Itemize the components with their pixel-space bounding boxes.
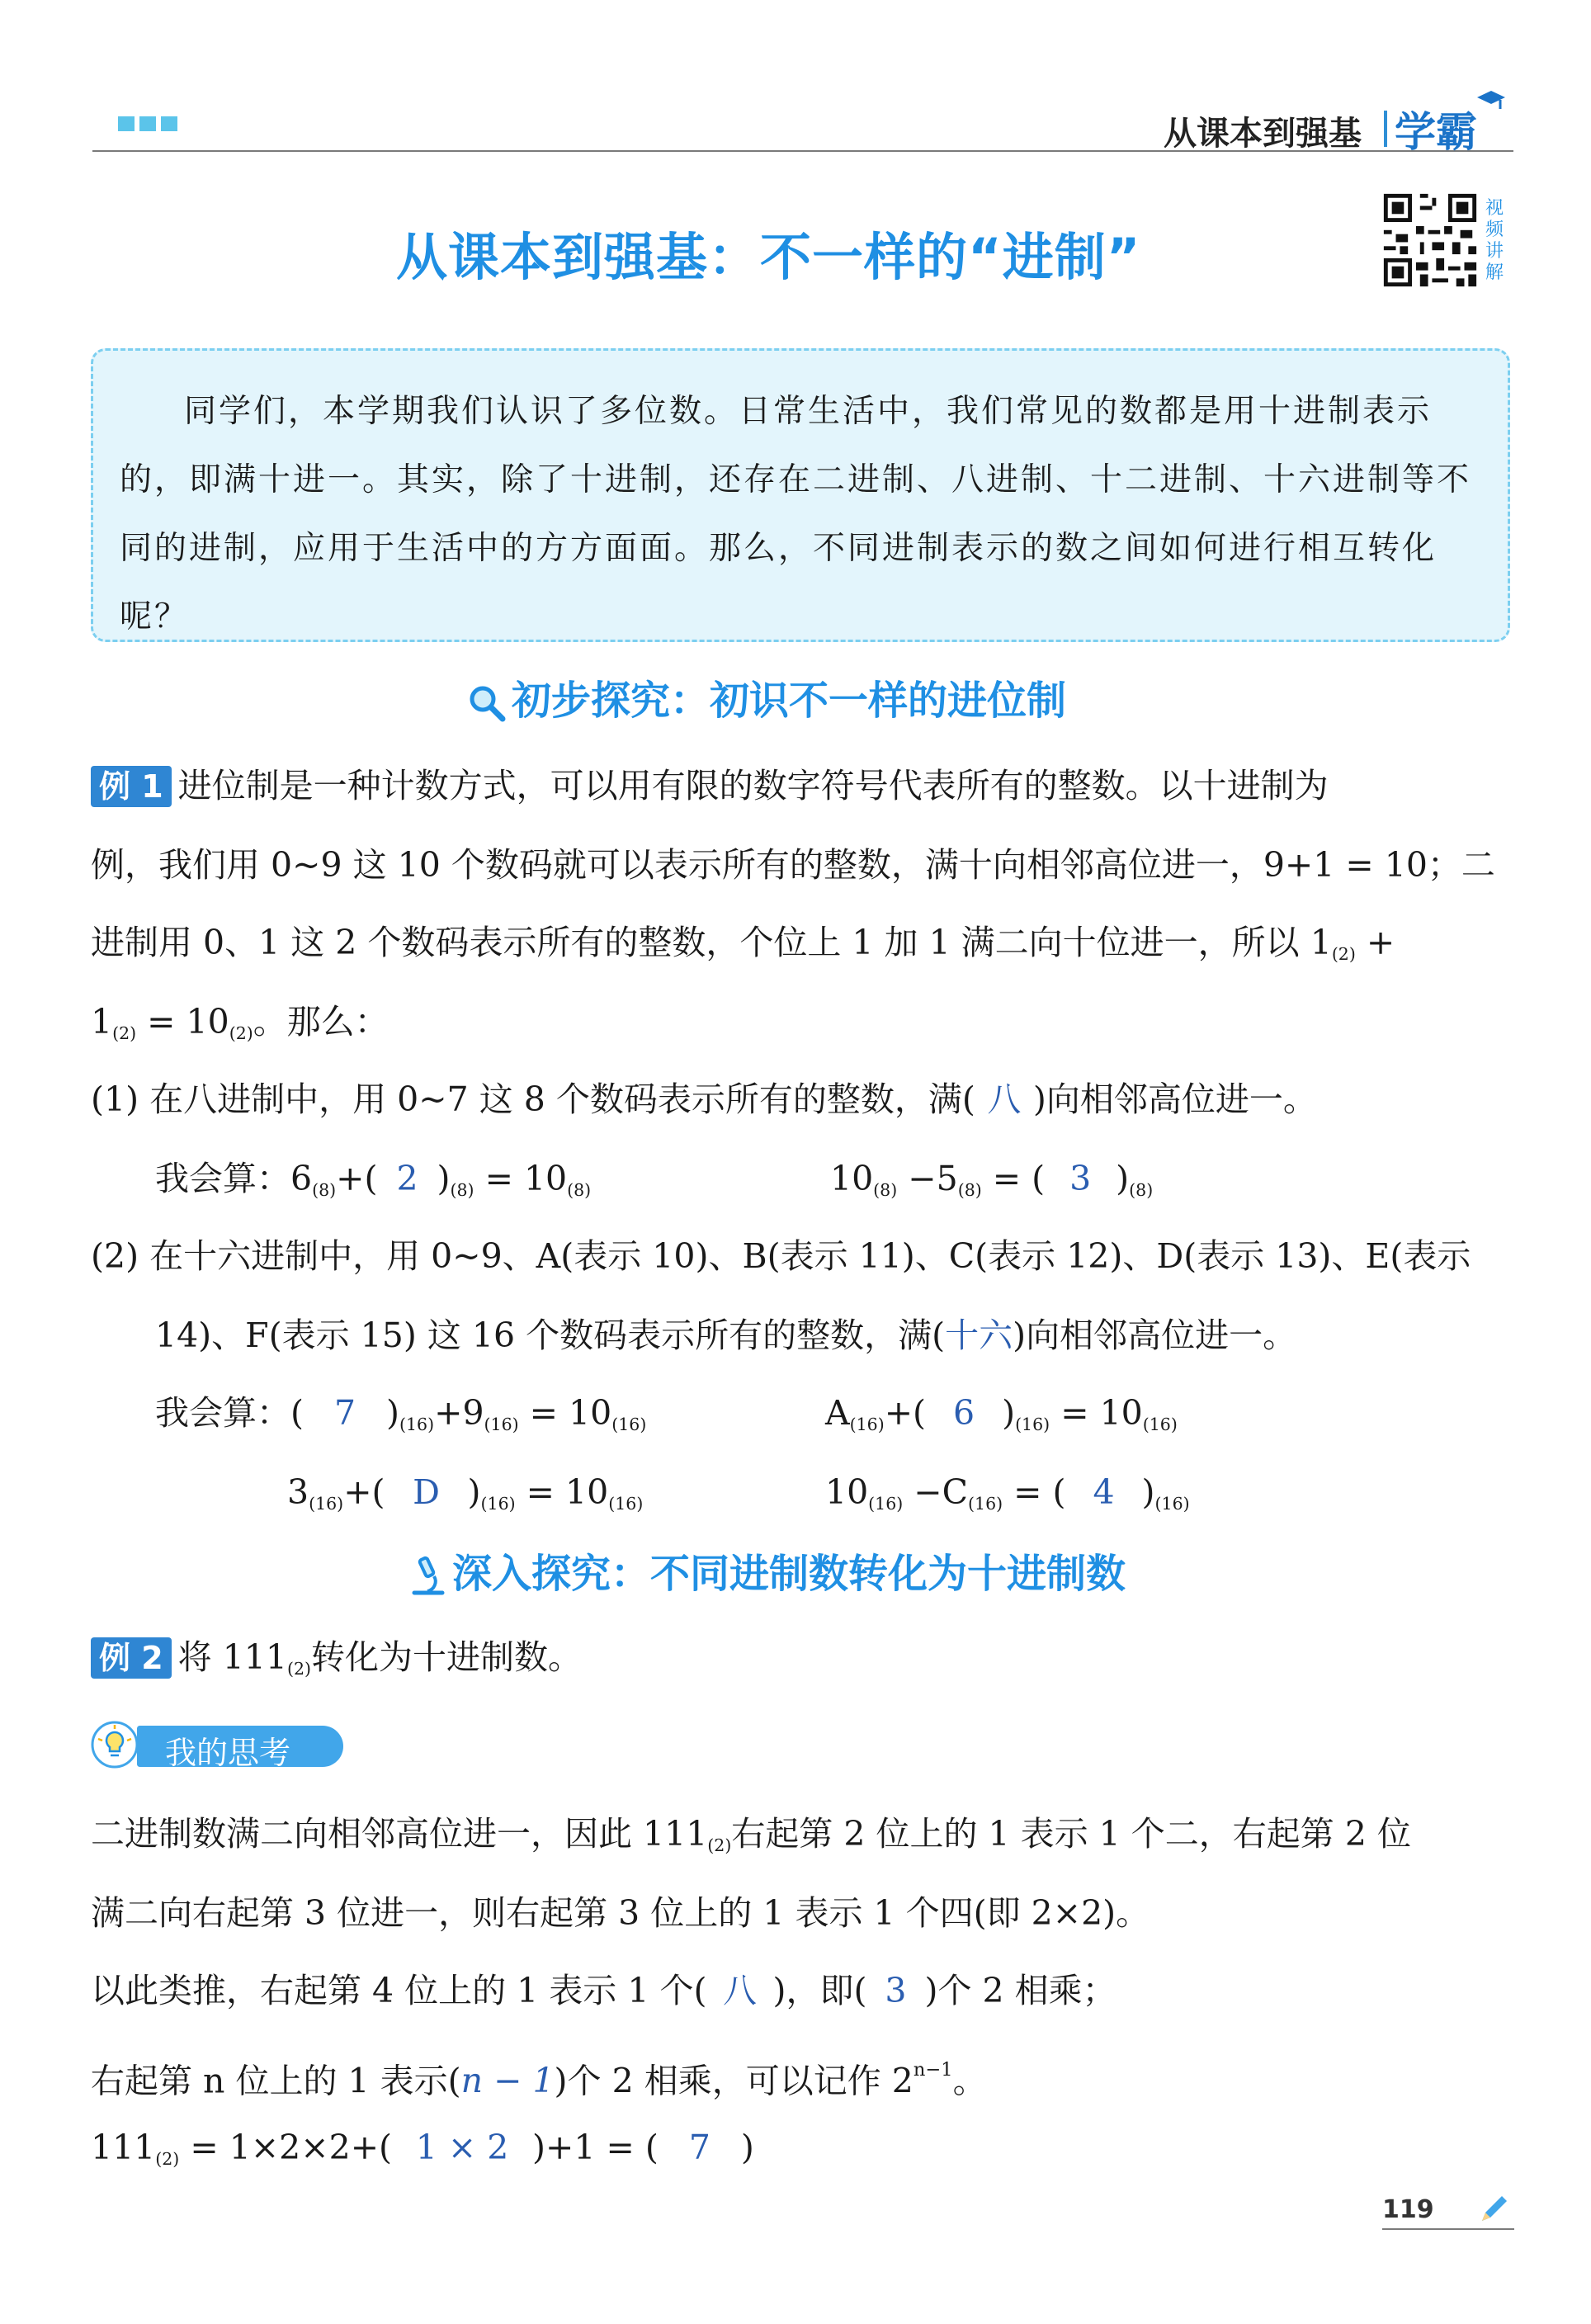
thinking-line3: 以此类推，右起第 4 位上的 1 表示 1 个( 八 )，即( 3 )个 2 相乘；: [91, 1971, 1117, 2010]
answer-thinking-5: 7: [688, 2128, 711, 2167]
answer-q2-calc1: 7: [333, 1393, 356, 1433]
answer-q2-calc4: 4: [1093, 1472, 1115, 1512]
example1-q1-calc1: 我会算：$6_{(8)}+$( 2 )$_{(8)} = 10_{(8)}$: [155, 1159, 592, 1201]
microscope-icon: [409, 1555, 447, 1598]
example1-badge: 例 1: [91, 766, 172, 807]
answer-thinking-2: 3: [885, 1971, 907, 2010]
header-logo: 学霸: [1395, 108, 1477, 156]
answer-q1-calc1: 2: [396, 1159, 418, 1198]
example1-q2-calc4: $10_{(16)} -C_{(16)}$ = ( 4 )$_{(16)}$: [825, 1472, 1190, 1514]
magnifier-icon: [467, 683, 507, 723]
answer-q1-calc2: 3: [1069, 1159, 1092, 1198]
header-decoration: [118, 116, 182, 135]
example2-badge: 例 2: [91, 1637, 172, 1679]
pencil-icon: [1477, 2191, 1512, 2226]
intro-text: 同学们，本学期我们认识了多位数。日常生活中，我们常见的数都是用十进制表示的，即满十进一。其实，除了十进制，还存在二进制、八进制、十二进制、十六进制等不同的进制，应用于生活中的方方面面。那么，不同进制表示的数之间如何进行相互转化呢？: [120, 393, 1472, 635]
example1-q1-calc2: $10_{(8)} -5_{(8)}$ = ( 3 )$_{(8)}$: [830, 1159, 1154, 1201]
answer-q2: 十六: [945, 1316, 1013, 1355]
qr-video-label: 视频讲解: [1485, 198, 1504, 283]
example1-line2: 例，我们用 0~9 这 10 个数码就可以表示所有的整数，满十向相邻高位进一，9+1 = 10；二: [91, 845, 1495, 885]
graduation-cap-icon: [1475, 89, 1507, 112]
page-number: 119: [1382, 2195, 1434, 2224]
section-header-2: [409, 1542, 1126, 1599]
example1-question2-line1: (2) 在十六进制中，用 0~9、A(表示 10)、B(表示 11)、C(表示 12)、D(表示 13)、E(表示: [91, 1236, 1471, 1276]
thinking-line2: 满二向右起第 3 位进一，则右起第 3 位上的 1 表示 1 个四(即 2×2)。: [91, 1893, 1150, 1933]
example1-question1: (1) 在八进制中，用 0~7 这 8 个数码表示所有的整数，满( 八 )向相邻高位进一。: [91, 1079, 1317, 1119]
example1-q2-calc2: $A_{(16)}+$( 6 )$_{(16)} = 10_{(16)}$: [825, 1393, 1178, 1435]
intro-box: [91, 348, 1510, 642]
example1-q2-calc3: $3_{(16)}+$( D )$_{(16)} = 10_{(16)}$: [287, 1472, 644, 1514]
page-title: 从课本到强基：不一样的“进制”: [396, 227, 1141, 287]
answer-thinking-4: 1 × 2: [415, 2128, 509, 2167]
thinking-tag: [91, 1721, 345, 1769]
answer-thinking-1: 八: [722, 1971, 757, 2010]
thinking-line4: 右起第 n 位上的 1 表示(n − 1)个 2 相乘，可以记作 $2^{n-1}$。: [91, 2059, 987, 2101]
answer-thinking-3: n − 1: [460, 2061, 555, 2101]
qr-code-icon[interactable]: [1380, 190, 1480, 290]
section-header-1: [467, 668, 1066, 725]
answer-q2-calc2: 6: [953, 1393, 975, 1433]
section-title-1: 初步探究：初识不一样的进位制: [512, 678, 1067, 724]
example1-q2-calc1: 我会算：( 7 )$_{(16)}+9_{(16)} = 10_{(16)}$: [155, 1393, 647, 1435]
header-series-text: 从课本到强基: [1164, 115, 1362, 153]
example2-line: 例 2 将 $111_{(2)}$转化为十进制数。: [91, 1637, 582, 1689]
header-separator: [1384, 111, 1387, 147]
thinking-line1: 二进制数满二向相邻高位进一，因此 $111_{(2)}$右起第 2 位上的 1 表示 1 个二，右起第 2 位: [91, 1814, 1411, 1856]
thinking-label: 我的思考: [165, 1735, 291, 1771]
footer-rule: [1382, 2228, 1514, 2230]
example1-line3: 进制用 0、1 这 2 个数码表示所有的整数，个位上 1 加 1 满二向十位进一，所以 $1_{(2)}$ +: [91, 923, 1395, 965]
example1-line1: 例 1 进位制是一种计数方式，可以用有限的数字符号代表所有的整数。以十进制为: [91, 766, 1329, 807]
answer-q2-calc3: D: [413, 1472, 440, 1512]
section-title-2: 深入探究：不同进制数转化为十进制数: [452, 1551, 1126, 1597]
answer-q1: 八: [987, 1079, 1022, 1119]
thinking-line5: $111_{(2)} = 1\times 2\times 2+$( 1 × 2 )+1 = ( 7 ): [91, 2128, 754, 2170]
example1-line4: $1_{(2)} = 10_{(2)}$。那么：: [91, 1002, 389, 1044]
lightbulb-icon: [91, 1721, 139, 1769]
example1-question2-line2: 14)、F(表示 15) 这 16 个数码表示所有的整数，满(十六)向相邻高位进一。: [155, 1316, 1297, 1355]
